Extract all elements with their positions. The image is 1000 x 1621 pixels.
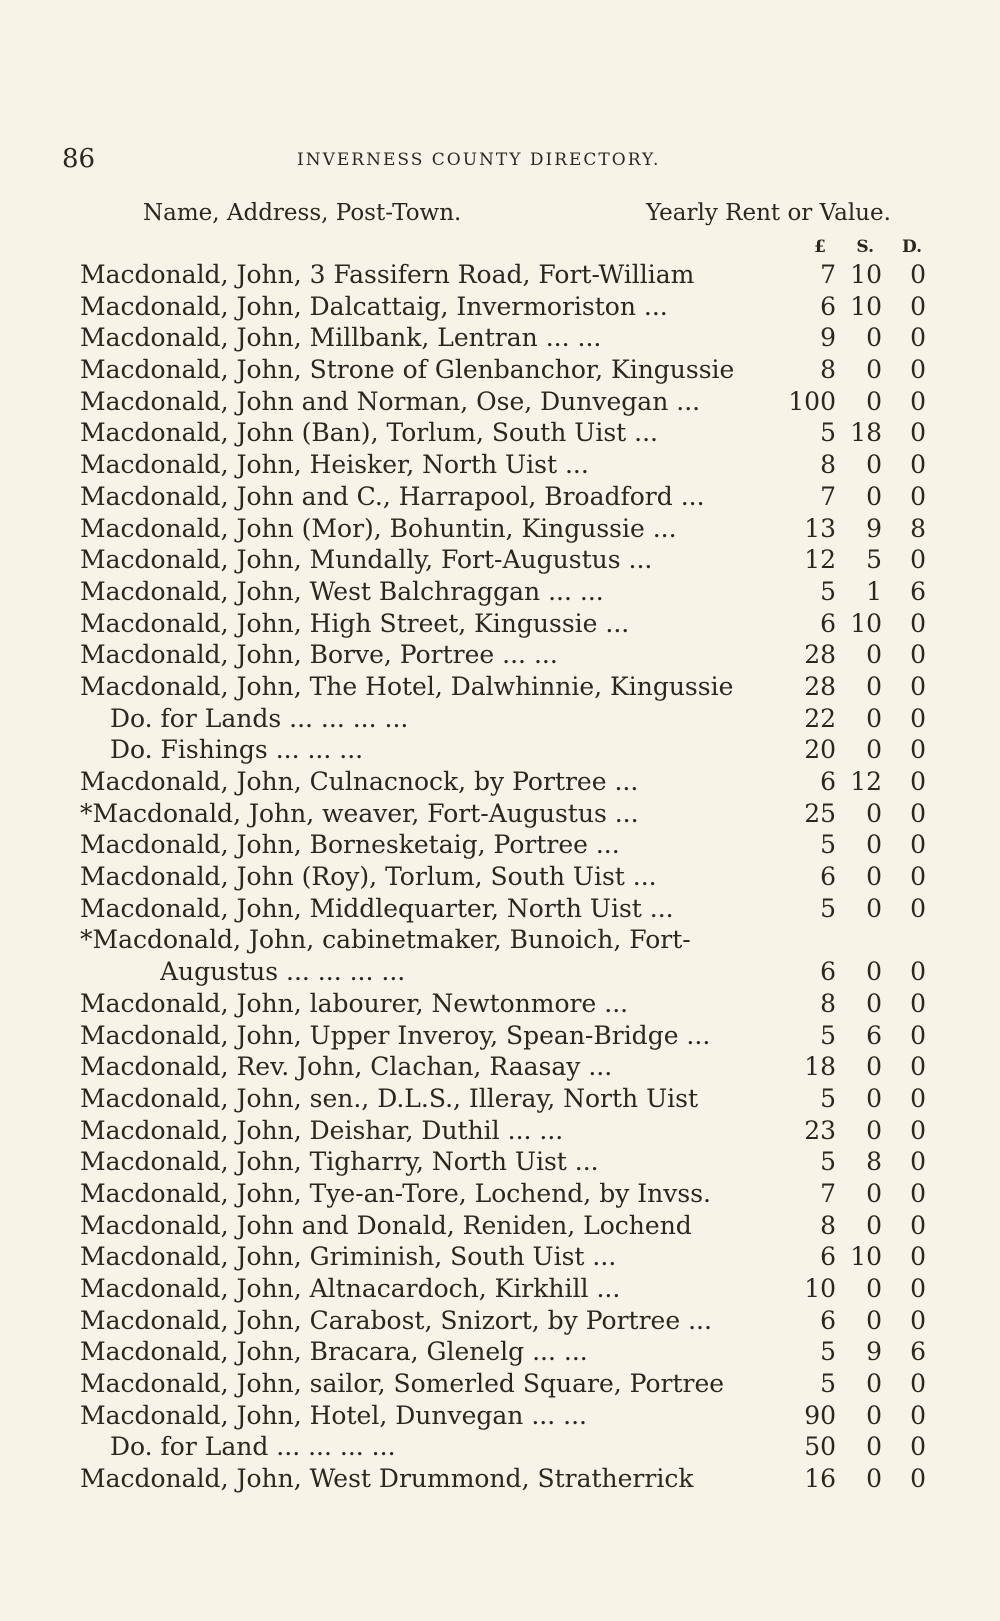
value-column-heading: Yearly Rent or Value. bbox=[646, 200, 891, 226]
entry-pounds: 5 bbox=[820, 893, 836, 923]
entry-shillings: 0 bbox=[866, 703, 882, 733]
entry-shillings: 0 bbox=[866, 386, 882, 416]
entry-shillings: 0 bbox=[866, 671, 882, 701]
entry-shillings: 5 bbox=[866, 545, 882, 575]
directory-entry bbox=[0, 259, 1000, 291]
directory-entry bbox=[0, 1431, 1000, 1463]
entry-description: Macdonald, John, Dalcattaig, Invermoriston ... bbox=[80, 291, 668, 321]
entry-pounds: 6 bbox=[820, 1305, 836, 1335]
entry-description: Macdonald, John and Donald, Reniden, Lochend bbox=[80, 1210, 692, 1240]
entry-pounds: 7 bbox=[820, 1178, 836, 1208]
entry-pence: 0 bbox=[910, 1274, 926, 1303]
entry-pence: 0 bbox=[910, 1432, 926, 1462]
directory-entry bbox=[0, 924, 1000, 956]
entry-pence: 0 bbox=[910, 767, 926, 796]
entry-pence: 0 bbox=[910, 1400, 926, 1430]
entry-shillings: 0 bbox=[866, 798, 882, 828]
directory-entry bbox=[0, 1463, 1000, 1495]
directory-entry bbox=[0, 1178, 1000, 1210]
entry-pence: 0 bbox=[910, 703, 926, 733]
entry-pounds: 16 bbox=[804, 1464, 836, 1494]
entry-pounds: 5 bbox=[820, 576, 836, 606]
entry-pounds: 10 bbox=[804, 1274, 836, 1303]
directory-entry bbox=[0, 481, 1000, 513]
entry-pence: 0 bbox=[910, 830, 926, 860]
page-header bbox=[62, 144, 932, 180]
entry-pence: 0 bbox=[910, 1464, 926, 1494]
entry-pence: 0 bbox=[910, 988, 926, 1018]
entry-shillings: 0 bbox=[866, 1464, 882, 1494]
directory-entry bbox=[0, 861, 1000, 893]
entry-shillings: 0 bbox=[866, 1115, 882, 1145]
entry-pence: 0 bbox=[910, 1115, 926, 1145]
entry-shillings: 10 bbox=[850, 1242, 882, 1272]
entry-pounds: 9 bbox=[820, 323, 836, 353]
directory-entry bbox=[0, 703, 1000, 735]
entry-description: Macdonald, John (Roy), Torlum, South Uist ... bbox=[80, 862, 657, 892]
entry-pence: 0 bbox=[910, 1020, 926, 1050]
entry-description: Macdonald, Rev. John, Clachan, Raasay ... bbox=[80, 1052, 613, 1082]
entry-pence: 0 bbox=[910, 291, 926, 321]
directory-entry bbox=[0, 417, 1000, 449]
entry-shillings: 0 bbox=[866, 830, 882, 860]
directory-entry bbox=[0, 608, 1000, 640]
directory-entry bbox=[0, 734, 1000, 766]
directory-entry bbox=[0, 798, 1000, 830]
entry-pence: 0 bbox=[910, 1210, 926, 1240]
directory-entry bbox=[0, 829, 1000, 861]
entry-pounds: 90 bbox=[804, 1400, 836, 1430]
entry-shillings: 9 bbox=[866, 513, 882, 543]
entry-description: Macdonald, John, labourer, Newtonmore ... bbox=[80, 988, 629, 1018]
entry-shillings: 0 bbox=[866, 957, 882, 987]
entry-description: *Macdonald, John, weaver, Fort-Augustus ... bbox=[80, 798, 639, 828]
entry-description: Macdonald, John, High Street, Kingussie ... bbox=[80, 608, 630, 638]
entry-shillings: 0 bbox=[866, 1083, 882, 1113]
directory-entry bbox=[0, 291, 1000, 323]
directory-entry bbox=[0, 1400, 1000, 1432]
entry-pence: 0 bbox=[910, 386, 926, 416]
entry-pounds: 8 bbox=[820, 988, 836, 1018]
entry-shillings: 8 bbox=[866, 1147, 882, 1177]
entry-description: Macdonald, John, Heisker, North Uist ... bbox=[80, 450, 589, 480]
entry-description: Macdonald, John (Ban), Torlum, South Uist ... bbox=[80, 418, 658, 448]
entry-description: Macdonald, John, Culnacnock, by Portree ... bbox=[80, 767, 639, 796]
entry-pounds: 22 bbox=[804, 703, 836, 733]
entry-pence: 6 bbox=[910, 576, 926, 606]
entry-pence: 0 bbox=[910, 735, 926, 765]
entry-description: Macdonald, John, Middlequarter, North Uist ... bbox=[80, 893, 674, 923]
entry-pence: 0 bbox=[910, 260, 926, 289]
entry-pence: 0 bbox=[910, 1305, 926, 1335]
entry-pence: 6 bbox=[910, 1337, 926, 1367]
entry-shillings: 0 bbox=[866, 1432, 882, 1462]
entry-pence: 0 bbox=[910, 450, 926, 480]
entry-description: Macdonald, John, Strone of Glenbanchor, Kingussie bbox=[80, 355, 735, 385]
directory-entries bbox=[0, 259, 1000, 1495]
currency-units bbox=[0, 237, 1000, 259]
entry-shillings: 0 bbox=[866, 1400, 882, 1430]
entry-description: Macdonald, John, Carabost, Snizort, by Portree ... bbox=[80, 1305, 712, 1335]
entry-description: Macdonald, John, Mundally, Fort-Augustus ... bbox=[80, 545, 653, 575]
directory-entry bbox=[0, 544, 1000, 576]
directory-entry bbox=[0, 893, 1000, 925]
entry-description: Macdonald, John, sailor, Somerled Square, Portree bbox=[80, 1369, 725, 1399]
directory-entry bbox=[0, 766, 1000, 798]
entry-shillings: 0 bbox=[866, 450, 882, 480]
directory-entry bbox=[0, 1305, 1000, 1337]
shillings-unit: S. bbox=[856, 237, 874, 257]
directory-entry bbox=[0, 988, 1000, 1020]
directory-entry bbox=[0, 1273, 1000, 1305]
entry-shillings: 10 bbox=[850, 260, 882, 289]
entry-pence: 0 bbox=[910, 671, 926, 701]
entry-pence: 0 bbox=[910, 957, 926, 987]
entry-pence: 0 bbox=[910, 1242, 926, 1272]
entry-pounds: 5 bbox=[820, 1337, 836, 1367]
entry-pounds: 6 bbox=[820, 291, 836, 321]
entry-description: Macdonald, John (Mor), Bohuntin, Kingussie ... bbox=[80, 513, 677, 543]
entry-pounds: 13 bbox=[804, 513, 836, 543]
entry-shillings: 0 bbox=[866, 1210, 882, 1240]
entry-description: Do. for Lands ... ... ... ... bbox=[110, 703, 409, 733]
entry-description: Macdonald, John, Hotel, Dunvegan ... ... bbox=[80, 1400, 587, 1430]
entry-pence: 0 bbox=[910, 545, 926, 575]
entry-shillings: 10 bbox=[850, 608, 882, 638]
directory-entry bbox=[0, 513, 1000, 545]
entry-shillings: 0 bbox=[866, 481, 882, 511]
name-column-heading: Name, Address, Post-Town. bbox=[143, 200, 462, 226]
entry-pounds: 5 bbox=[820, 1369, 836, 1399]
directory-entry bbox=[0, 386, 1000, 418]
directory-entry bbox=[0, 1241, 1000, 1273]
entry-pounds: 6 bbox=[820, 1242, 836, 1272]
directory-entry bbox=[0, 1368, 1000, 1400]
entry-pence: 0 bbox=[910, 1052, 926, 1082]
page-number: 86 bbox=[62, 144, 96, 174]
column-headings bbox=[0, 200, 1000, 232]
entry-pence: 0 bbox=[910, 798, 926, 828]
entry-shillings: 0 bbox=[866, 1305, 882, 1335]
entry-shillings: 0 bbox=[866, 1274, 882, 1303]
entry-description: Macdonald, John, Griminish, South Uist ... bbox=[80, 1242, 617, 1272]
entry-description: Macdonald, John and Norman, Ose, Dunvegan ... bbox=[80, 386, 701, 416]
entry-shillings: 0 bbox=[866, 862, 882, 892]
entry-shillings: 18 bbox=[850, 418, 882, 448]
entry-description: Macdonald, John, Tigharry, North Uist ... bbox=[80, 1147, 599, 1177]
entry-pence: 0 bbox=[910, 323, 926, 353]
directory-entry bbox=[0, 1336, 1000, 1368]
directory-entry bbox=[0, 1210, 1000, 1242]
entry-description: Macdonald, John, Deishar, Duthil ... ... bbox=[80, 1115, 564, 1145]
entry-pence: 0 bbox=[910, 1147, 926, 1177]
entry-pounds: 20 bbox=[804, 735, 836, 765]
entry-description: Macdonald, John, sen., D.L.S., Illeray, North Uist bbox=[80, 1083, 699, 1113]
entry-description: Macdonald, John, West Balchraggan ... ... bbox=[80, 576, 604, 606]
entry-pounds: 25 bbox=[804, 798, 836, 828]
entry-pence: 0 bbox=[910, 481, 926, 511]
entry-description: Macdonald, John, 3 Fassifern Road, Fort-William bbox=[80, 260, 695, 289]
directory-entry bbox=[0, 1146, 1000, 1178]
entry-pounds: 6 bbox=[820, 608, 836, 638]
directory-entry bbox=[0, 354, 1000, 386]
directory-entry bbox=[0, 671, 1000, 703]
directory-entry bbox=[0, 1115, 1000, 1147]
directory-entry bbox=[0, 956, 1000, 988]
running-title: INVERNESS COUNTY DIRECTORY. bbox=[297, 150, 661, 170]
entry-shillings: 10 bbox=[850, 291, 882, 321]
entry-pence: 0 bbox=[910, 1083, 926, 1113]
entry-description: Augustus ... ... ... ... bbox=[160, 957, 406, 987]
entry-pounds: 8 bbox=[820, 450, 836, 480]
entry-description: Macdonald, John and C., Harrapool, Broadford ... bbox=[80, 481, 705, 511]
entry-pounds: 5 bbox=[820, 418, 836, 448]
entry-shillings: 0 bbox=[866, 1052, 882, 1082]
pence-unit: D. bbox=[901, 237, 922, 257]
entry-pounds: 100 bbox=[788, 386, 836, 416]
entry-description: Macdonald, John, Bracara, Glenelg ... ... bbox=[80, 1337, 588, 1367]
entry-description: Macdonald, John, Bornesketaig, Portree ... bbox=[80, 830, 620, 860]
entry-pounds: 6 bbox=[820, 767, 836, 796]
entry-pounds: 50 bbox=[804, 1432, 836, 1462]
entry-shillings: 0 bbox=[866, 735, 882, 765]
pounds-unit: £ bbox=[814, 237, 826, 257]
entry-description: Do. for Land ... ... ... ... bbox=[110, 1432, 396, 1462]
entry-pence: 0 bbox=[910, 893, 926, 923]
entry-pence: 8 bbox=[910, 513, 926, 543]
entry-description: Macdonald, John, Tye-an-Tore, Lochend, by Invss. bbox=[80, 1178, 711, 1208]
entry-pounds: 7 bbox=[820, 481, 836, 511]
entry-pence: 0 bbox=[910, 608, 926, 638]
directory-entry bbox=[0, 1051, 1000, 1083]
entry-pounds: 23 bbox=[804, 1115, 836, 1145]
entry-shillings: 0 bbox=[866, 893, 882, 923]
directory-entry bbox=[0, 576, 1000, 608]
entry-pence: 0 bbox=[910, 355, 926, 385]
entry-pounds: 5 bbox=[820, 830, 836, 860]
entry-description: Macdonald, John, West Drummond, Stratherrick bbox=[80, 1464, 694, 1494]
entry-shillings: 1 bbox=[866, 576, 882, 606]
entry-description: *Macdonald, John, cabinetmaker, Bunoich, Fort- bbox=[80, 925, 691, 955]
entry-shillings: 12 bbox=[850, 767, 882, 796]
entry-pounds: 6 bbox=[820, 862, 836, 892]
entry-pounds: 28 bbox=[804, 640, 836, 670]
entry-pounds: 5 bbox=[820, 1147, 836, 1177]
entry-pounds: 5 bbox=[820, 1083, 836, 1113]
entry-description: Macdonald, John, Borve, Portree ... ... bbox=[80, 640, 558, 670]
entry-shillings: 6 bbox=[866, 1020, 882, 1050]
directory-entry bbox=[0, 449, 1000, 481]
entry-shillings: 0 bbox=[866, 355, 882, 385]
entry-pence: 0 bbox=[910, 418, 926, 448]
entry-pounds: 28 bbox=[804, 671, 836, 701]
directory-entry bbox=[0, 639, 1000, 671]
entry-pence: 0 bbox=[910, 862, 926, 892]
directory-entry bbox=[0, 1020, 1000, 1052]
entry-shillings: 9 bbox=[866, 1337, 882, 1367]
entry-description: Macdonald, John, Altnacardoch, Kirkhill ... bbox=[80, 1274, 621, 1303]
entry-pounds: 7 bbox=[820, 260, 836, 289]
entry-pounds: 6 bbox=[820, 957, 836, 987]
entry-description: Macdonald, John, Millbank, Lentran ... ... bbox=[80, 323, 602, 353]
entry-pounds: 8 bbox=[820, 1210, 836, 1240]
entry-pounds: 18 bbox=[804, 1052, 836, 1082]
entry-pounds: 5 bbox=[820, 1020, 836, 1050]
directory-entry bbox=[0, 1083, 1000, 1115]
entry-pence: 0 bbox=[910, 1369, 926, 1399]
entry-pence: 0 bbox=[910, 640, 926, 670]
entry-description: Macdonald, John, The Hotel, Dalwhinnie, Kingussie bbox=[80, 671, 734, 701]
entry-shillings: 0 bbox=[866, 1178, 882, 1208]
entry-shillings: 0 bbox=[866, 1369, 882, 1399]
entry-description: Do. Fishings ... ... ... bbox=[110, 735, 364, 765]
entry-description: Macdonald, John, Upper Inveroy, Spean-Bridge ... bbox=[80, 1020, 711, 1050]
entry-shillings: 0 bbox=[866, 640, 882, 670]
entry-pounds: 12 bbox=[804, 545, 836, 575]
entry-pence: 0 bbox=[910, 1178, 926, 1208]
entry-shillings: 0 bbox=[866, 323, 882, 353]
directory-entry bbox=[0, 322, 1000, 354]
entry-pounds: 8 bbox=[820, 355, 836, 385]
entry-shillings: 0 bbox=[866, 988, 882, 1018]
